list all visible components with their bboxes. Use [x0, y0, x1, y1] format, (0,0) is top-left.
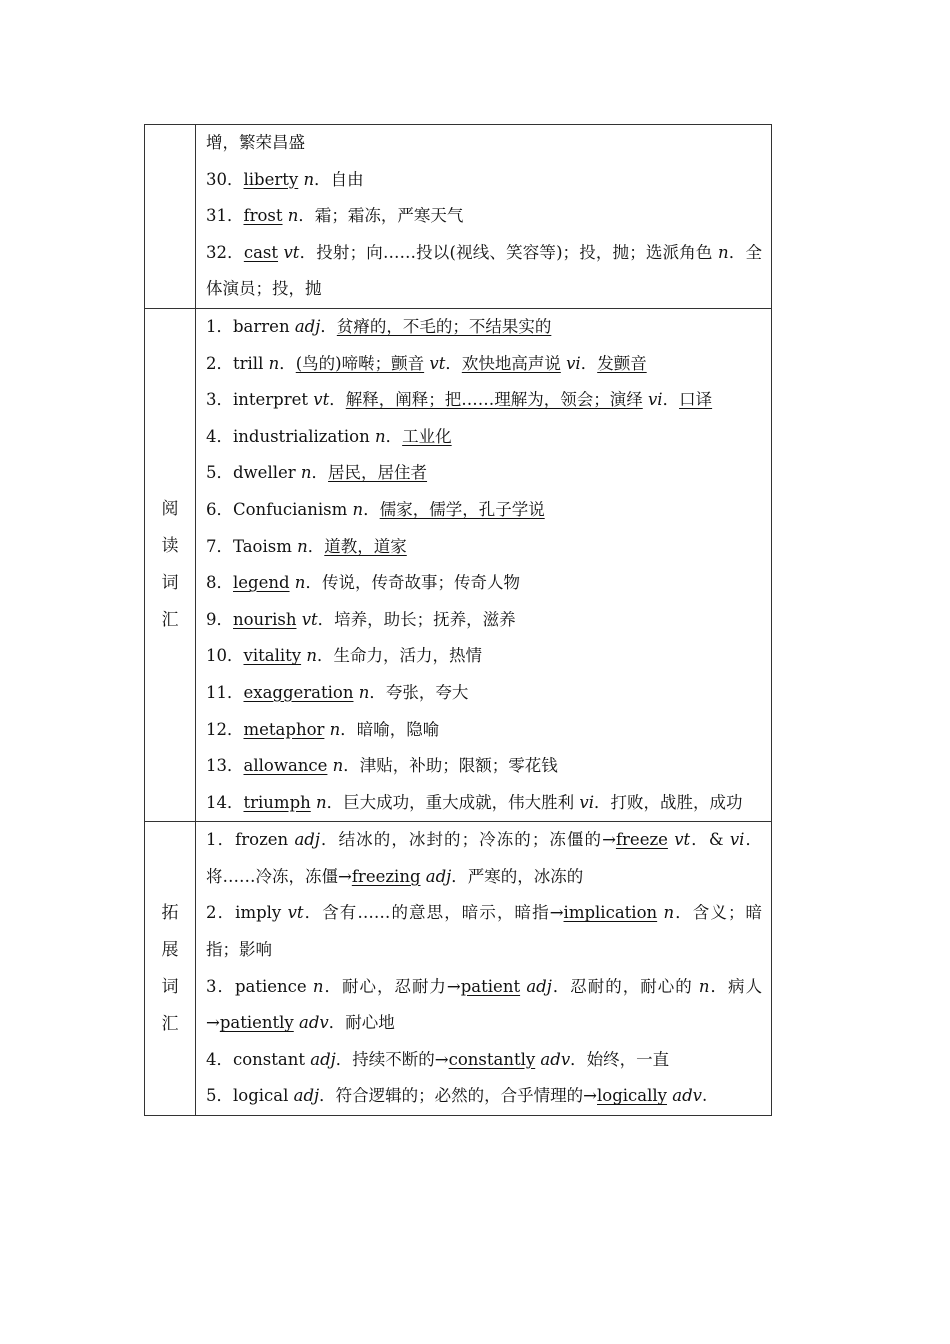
entry-text: ．始终，一直: [570, 1049, 670, 1069]
entry-number: 8．: [206, 573, 233, 593]
underlined-term: nourish: [233, 609, 297, 629]
vocab-entry: [206, 638, 762, 675]
entry-number: 5．: [206, 463, 233, 483]
entry-number: 6．: [206, 499, 233, 519]
entry-number: 1．: [206, 316, 233, 336]
section-row: [145, 822, 772, 1116]
part-of-speech: adv: [535, 1049, 571, 1069]
part-of-speech: vt: [429, 353, 446, 373]
entry-text: ．含义；暗指；影响: [206, 903, 763, 960]
underlined-term: logically: [597, 1086, 668, 1106]
entry-number: 3．: [206, 976, 235, 996]
category-char: 拓: [161, 902, 179, 923]
vocab-entry: [206, 235, 762, 308]
category-char: 读: [161, 536, 179, 557]
entry-text: ．生命力，活力，热情: [316, 646, 482, 666]
entry-text: ．: [363, 499, 380, 519]
entry-text: .: [701, 1086, 708, 1106]
category-cell: [145, 308, 196, 821]
vocab-entry: [206, 455, 762, 492]
part-of-speech: n: [298, 169, 315, 189]
entry-text: ．投射；向……投以(视线、笑容等)；投，抛；选派角色: [299, 242, 719, 262]
vocab-entry: [206, 382, 762, 419]
underlined-term: freeze: [615, 830, 668, 850]
underlined-term: patient: [460, 976, 521, 996]
entry-text: ．&: [690, 830, 730, 850]
part-of-speech: n: [312, 976, 324, 996]
entry-number: 31．: [206, 206, 244, 226]
section-row: [145, 308, 772, 821]
entry-number: 9．: [206, 609, 233, 629]
category-char: 词: [161, 573, 179, 594]
vocab-entry: [206, 309, 762, 346]
entry-text: dweller: [233, 463, 301, 483]
underlined-term: frost: [243, 206, 283, 226]
vocab-entry: [206, 785, 762, 822]
underlined-term: vitality: [243, 646, 302, 666]
entry-text: ．: [580, 353, 598, 373]
underlined-term: 贫瘠的，不毛的；不结果实的: [336, 316, 552, 336]
underlined-term: freezing: [351, 866, 421, 886]
entry-text: ．持续不断的→: [335, 1049, 449, 1069]
part-of-speech: n: [300, 463, 312, 483]
underlined-term: 工业化: [402, 426, 452, 446]
part-of-speech: n: [657, 903, 675, 923]
vocab-entry: [206, 895, 762, 968]
part-of-speech: adj: [310, 1049, 336, 1069]
category-char: 展: [161, 939, 179, 960]
entry-text: ．: [320, 316, 337, 336]
entry-text: ．符合逻辑的；必然的，合乎情理的→: [319, 1086, 597, 1106]
part-of-speech: n: [375, 426, 386, 446]
entry-text: Taoism: [233, 536, 298, 556]
entry-text: ．结冰的，冰封的；冷冻的；冻僵的→: [319, 830, 616, 850]
entry-text: ．: [307, 536, 325, 556]
part-of-speech: n: [352, 499, 364, 519]
entry-number: 11．: [206, 682, 244, 702]
vocab-entry: [206, 822, 762, 895]
part-of-speech: vt: [296, 609, 318, 629]
underlined-term: 解释，阐释；把……理解为，领会；演绎: [345, 390, 643, 410]
underlined-term: exaggeration: [243, 682, 354, 702]
part-of-speech: n: [289, 573, 306, 593]
entry-number: 32．: [206, 242, 244, 262]
entry-text: ．: [662, 390, 680, 410]
vocab-entry: [206, 675, 762, 712]
entry-text: imply: [235, 903, 288, 923]
underlined-term: 居民，居住者: [328, 463, 428, 483]
part-of-speech: n: [310, 792, 327, 812]
part-of-speech: vt: [313, 390, 330, 410]
entry-text: ．霜；霜冻，严寒天气: [298, 206, 464, 226]
entry-text: ．全体演员；投，抛: [206, 242, 763, 299]
entry-text: ．津贴，补助；限额；零花钱: [343, 756, 558, 776]
vocab-entry: [206, 748, 762, 785]
entry-text: ．: [279, 353, 296, 373]
part-of-speech: n: [301, 646, 317, 666]
entry-number: 7．: [206, 536, 233, 556]
underlined-term: constantly: [448, 1049, 536, 1069]
entry-number: 30．: [206, 169, 244, 189]
part-of-speech: n: [353, 682, 370, 702]
entry-text: ．: [385, 426, 403, 446]
underlined-term: allowance: [243, 756, 328, 776]
vocab-entry: [206, 346, 762, 383]
entry-text: ．: [311, 463, 329, 483]
vocab-entry: [206, 162, 762, 199]
vocab-entry: [206, 198, 762, 235]
vocab-entry: [206, 419, 762, 456]
entry-number: 12．: [206, 719, 244, 739]
part-of-speech: n: [324, 719, 341, 739]
part-of-speech: adj: [294, 830, 320, 850]
part-of-speech: vt: [287, 903, 304, 923]
entry-number: 2．: [206, 353, 233, 373]
part-of-speech: n: [282, 206, 299, 226]
entry-text: ．耐心地: [328, 1013, 395, 1033]
vocabulary-table: [144, 124, 772, 1116]
part-of-speech: vt: [278, 242, 300, 262]
part-of-speech: n: [698, 976, 710, 996]
entry-number: 1．: [206, 830, 236, 850]
part-of-speech: n: [718, 242, 729, 262]
entry-text: patience: [234, 976, 313, 996]
entry-number: 10．: [206, 646, 244, 666]
vocab-entry: [206, 969, 762, 1042]
entry-number: 14．: [206, 792, 244, 812]
entry-text: trill: [233, 353, 269, 373]
vocab-entry: [206, 125, 762, 162]
entry-text: industrialization: [233, 426, 375, 446]
entry-number: 4．: [206, 426, 233, 446]
category-cell: [145, 125, 196, 309]
part-of-speech: adj: [520, 976, 552, 996]
vocab-entry: [206, 602, 762, 639]
entry-number: 3．: [206, 390, 233, 410]
underlined-term: (鸟的)啼啭；颤音: [295, 353, 425, 373]
vocab-entry: [206, 1042, 762, 1079]
entry-text: ．: [445, 353, 462, 373]
vocab-entry: [206, 712, 762, 749]
part-of-speech: vi: [566, 353, 581, 373]
vocab-entry: [206, 492, 762, 529]
entry-text: ．耐心，忍耐力→: [323, 976, 461, 996]
underlined-term: legend: [233, 573, 290, 593]
entry-text: 增，繁荣昌盛: [206, 133, 305, 152]
part-of-speech: n: [297, 536, 308, 556]
entry-text: constant: [233, 1049, 311, 1069]
entry-number: 13．: [206, 756, 244, 776]
part-of-speech: adj: [420, 866, 452, 886]
entry-text: barren: [233, 316, 295, 336]
section-row: [145, 125, 772, 309]
category-cell: [145, 822, 196, 1116]
part-of-speech: vt: [667, 830, 691, 850]
entries-cell: [196, 125, 772, 309]
entry-text: ．培养，助长；抚养，滋养: [317, 609, 516, 629]
underlined-term: 口译: [679, 390, 713, 410]
category-char: 汇: [161, 1013, 179, 1034]
underlined-term: triumph: [243, 792, 311, 812]
entry-text: ．夸张，夸大: [369, 682, 469, 702]
part-of-speech: vi: [729, 830, 745, 850]
part-of-speech: adj: [293, 1086, 320, 1106]
underlined-term: liberty: [243, 169, 299, 189]
entries-cell: [196, 308, 772, 821]
part-of-speech: n: [327, 756, 344, 776]
vocab-entry: [206, 565, 762, 602]
entry-text: frozen: [235, 830, 295, 850]
entry-number: 2．: [206, 903, 236, 923]
entry-text: ．巨大成功，重大成就，伟大胜利: [326, 792, 580, 812]
entry-text: Confucianism: [233, 499, 353, 519]
part-of-speech: adv: [667, 1086, 702, 1106]
underlined-term: implication: [563, 903, 658, 923]
part-of-speech: adj: [294, 316, 321, 336]
entry-text: ．传说，传奇故事；传奇人物: [305, 573, 520, 593]
entry-text: ．含有……的意思，暗示，暗指→: [303, 903, 564, 923]
vocab-entry: [206, 1078, 762, 1115]
underlined-term: patiently: [219, 1013, 294, 1033]
underlined-term: 儒家，儒学，孔子学说: [379, 499, 545, 519]
category-char: 阅: [161, 499, 179, 520]
underlined-term: 道教，道家: [324, 536, 407, 556]
entry-number: 4．: [206, 1049, 233, 1069]
category-char: 汇: [161, 610, 179, 631]
entry-text: ．暗喻，隐喻: [340, 719, 440, 739]
underlined-term: 欢快地高声说: [461, 353, 561, 373]
entry-text: logical: [233, 1086, 294, 1106]
entry-text: ．打败，战胜，成功: [594, 792, 743, 812]
part-of-speech: adv: [293, 1013, 329, 1033]
entry-text: ．: [329, 390, 346, 410]
entries-cell: [196, 822, 772, 1116]
entry-number: 5．: [206, 1086, 233, 1106]
part-of-speech: n: [268, 353, 280, 373]
entry-text: ．严寒的，冰冻的: [451, 866, 584, 886]
part-of-speech: vi: [647, 390, 663, 410]
entry-text: ．忍耐的，耐心的: [551, 976, 699, 996]
entry-text: ．将……冷冻，冻僵→: [206, 830, 763, 886]
category-char: 词: [161, 976, 179, 997]
vocab-entry: [206, 529, 762, 566]
entry-text: ．病人→: [206, 976, 763, 1033]
entry-text: interpret: [233, 390, 314, 410]
entry-text: ．自由: [314, 169, 364, 189]
underlined-term: cast: [243, 242, 279, 262]
part-of-speech: vi: [579, 792, 594, 812]
underlined-term: 发颤音: [597, 353, 647, 373]
underlined-term: metaphor: [243, 719, 325, 739]
